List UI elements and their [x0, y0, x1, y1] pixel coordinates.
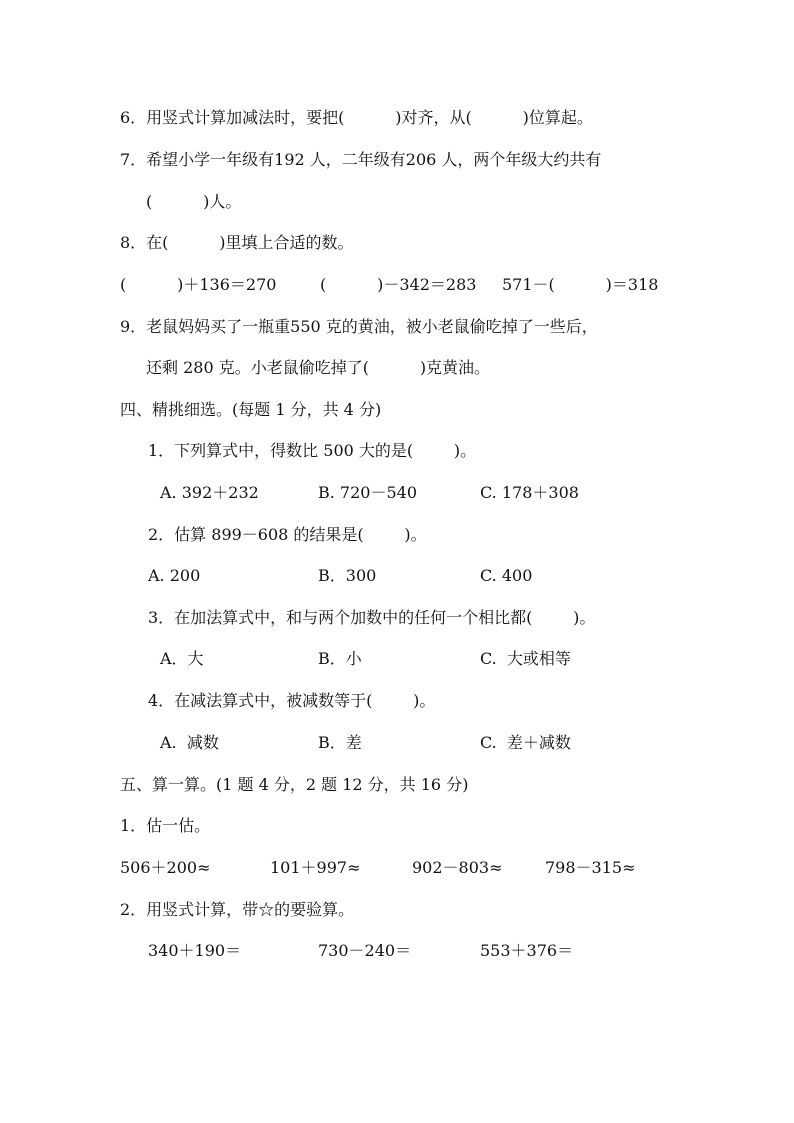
option-c: C. 178＋308 [480, 483, 579, 502]
question-8: 8．在( )里填上合适的数。 [120, 233, 354, 252]
question-9-line-1: 9．老鼠妈妈买了一瓶重550 克的黄油，被小老鼠偷吃掉了一些后， [120, 317, 598, 336]
section-5-sub-1-title: 1．估一估。 [120, 816, 211, 835]
estimate-item-4: 798－315≈ [545, 858, 636, 877]
option-a: A. 200 [148, 566, 201, 585]
option-c: C. 差＋减数 [480, 733, 571, 752]
question-9-line-2: 还剩 280 克。小老鼠偷吃掉了( )克黄油。 [146, 358, 491, 377]
section-4-question-4: 4．在减法算式中，被减数等于( )。 [148, 691, 436, 710]
question-7-line-2: ( )人。 [146, 192, 242, 211]
option-a: A. 减数 [160, 733, 219, 752]
option-a: A．大 [160, 649, 204, 668]
question-8-item-2: ( )－342＝283 [320, 275, 477, 294]
estimate-item-1: 506＋200≈ [120, 858, 211, 877]
option-b: B．小 [318, 649, 362, 668]
calc-item-2: 730－240＝ [318, 941, 412, 960]
calc-item-1: 340＋190＝ [148, 941, 242, 960]
question-7-line-1: 7．希望小学一年级有192 人，二年级有206 人，两个年级大约共有 [120, 150, 602, 169]
option-b: B．差 [318, 733, 362, 752]
option-a: A. 392＋232 [160, 483, 259, 502]
option-c: C. 400 [480, 566, 533, 585]
option-c: C. 大或相等 [480, 649, 571, 668]
estimate-item-2: 101＋997≈ [270, 858, 361, 877]
option-b: B. 720－540 [318, 483, 418, 502]
section-5-sub-2-title: 2．用竖式计算，带☆的要验算。 [120, 900, 355, 919]
option-b: B．300 [318, 566, 377, 585]
question-6: 6．用竖式计算加减法时，要把( )对齐，从( )位算起。 [120, 108, 593, 127]
estimate-item-3: 902－803≈ [412, 858, 503, 877]
section-4-title: 四、精挑细选。(每题 1 分，共 4 分) [120, 400, 382, 419]
question-8-item-1: ( )＋136＝270 [120, 275, 277, 294]
section-4-question-1: 1．下列算式中，得数比 500 大的是( )。 [148, 441, 477, 460]
calc-item-3: 553＋376＝ [480, 941, 574, 960]
section-4-question-3: 3．在加法算式中，和与两个加数中的任何一个相比都( )。 [148, 608, 596, 627]
section-5-title: 五、算一算。(1 题 4 分，2 题 12 分，共 16 分) [120, 775, 469, 794]
section-4-question-2: 2．估算 899－608 的结果是( )。 [148, 525, 427, 544]
question-8-item-3: 571－( )＝318 [502, 275, 659, 294]
